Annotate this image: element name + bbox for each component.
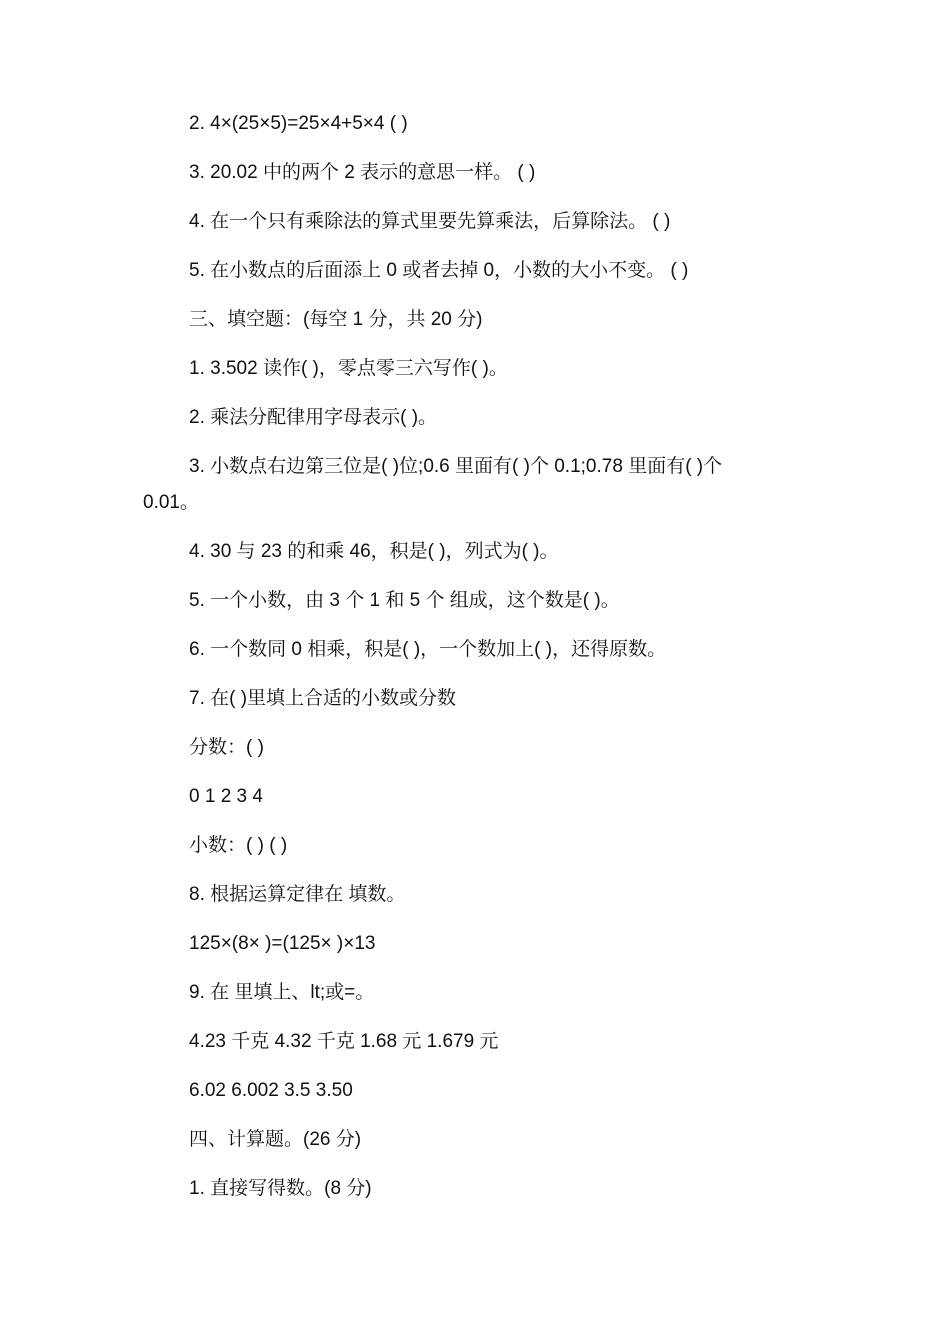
question-line: 小数：( ) ( ) bbox=[189, 835, 288, 856]
question-line: 9. 在 里填上、lt;或=。 bbox=[189, 982, 375, 1003]
question-line: 2. 4×(25×5)=25×4+5×4 ( ) bbox=[189, 113, 408, 134]
question-line: 3. 小数点右边第三位是( )位;0.6 里面有( )个 0.1;0.78 里面有( )个 bbox=[189, 456, 723, 477]
question-line: 6.02 6.002 3.5 3.50 bbox=[189, 1080, 353, 1101]
question-line: 125×(8× )=(125× )×13 bbox=[189, 933, 376, 954]
question-line: 3. 20.02 中的两个 2 表示的意思一样。 ( ) bbox=[189, 162, 536, 183]
question-line: 1. 直接写得数。(8 分) bbox=[189, 1178, 372, 1199]
question-line: 5. 在小数点的后面添上 0 或者去掉 0，小数的大小不变。 ( ) bbox=[189, 260, 689, 281]
question-line: 4.23 千克 4.32 千克 1.68 元 1.679 元 bbox=[189, 1031, 499, 1052]
question-line: 5. 一个小数，由 3 个 1 和 5 个 组成，这个数是( )。 bbox=[189, 590, 620, 611]
question-line: 分数：( ) bbox=[189, 737, 264, 758]
section-heading: 四、计算题。(26 分) bbox=[189, 1129, 362, 1150]
section-heading: 三、填空题：(每空 1 分，共 20 分) bbox=[189, 309, 483, 330]
question-line: 0 1 2 3 4 bbox=[189, 786, 263, 807]
document-body bbox=[143, 112, 813, 1226]
question-line: 4. 30 与 23 的和乘 46，积是( )，列式为( )。 bbox=[189, 541, 559, 562]
question-line: 4. 在一个只有乘除法的算式里要先算乘法，后算除法。 ( ) bbox=[189, 211, 671, 232]
question-line: 6. 一个数同 0 相乘，积是( )，一个数加上( )，还得原数。 bbox=[189, 639, 667, 660]
question-line: 2. 乘法分配律用字母表示( )。 bbox=[189, 407, 438, 428]
question-line: 1. 3.502 读作( )，零点零三六写作( )。 bbox=[189, 358, 508, 379]
question-line: 7. 在( )里填上合适的小数或分数 bbox=[189, 688, 457, 709]
question-line-continuation: 0.01。 bbox=[143, 492, 199, 513]
question-line: 8. 根据运算定律在 填数。 bbox=[189, 884, 406, 905]
